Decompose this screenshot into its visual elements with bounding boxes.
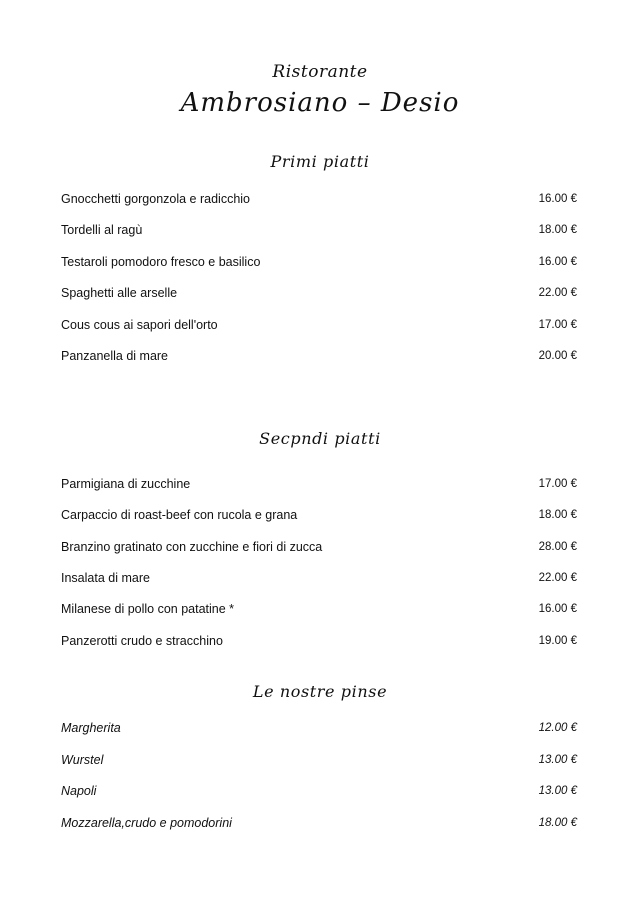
- menu-item: [61, 719, 577, 737]
- menu-item-name: Panzerotti crudo e stracchino: [61, 634, 223, 648]
- menu-item: [61, 506, 577, 524]
- menu-item-name: Insalata di mare: [61, 571, 150, 585]
- section-title-secondi: Secpndi piatti: [259, 429, 381, 448]
- menu-item-price: 16.00 €: [538, 603, 577, 615]
- menu-item: [61, 569, 577, 587]
- menu-item-price: 19.00 €: [538, 635, 577, 647]
- menu-item-name: Testaroli pomodoro fresco e basilico: [61, 255, 261, 269]
- section-title-pinse: Le nostre pinse: [252, 682, 388, 701]
- menu-item-name: Mozzarella,crudo e pomodorini: [61, 816, 232, 830]
- menu-item-name: Margherita: [61, 721, 121, 735]
- restaurant-subtitle: Ristorante: [272, 62, 368, 82]
- restaurant-title: Ambrosiano – Desio: [180, 88, 460, 118]
- menu-item-price: 17.00 €: [538, 478, 577, 490]
- menu-item: [61, 814, 577, 832]
- menu-item-name: Spaghetti alle arselle: [61, 286, 178, 300]
- menu-item: [61, 600, 577, 618]
- menu-item: [61, 538, 577, 556]
- menu-item-price: 18.00 €: [538, 817, 577, 829]
- menu-item-price: 16.00 €: [538, 256, 577, 268]
- menu-item: [61, 782, 577, 800]
- menu-item: [61, 347, 577, 365]
- section-title-primi: Primi piatti: [270, 152, 370, 171]
- menu-item-name: Branzino gratinato con zucchine e fiori di zucca: [61, 540, 323, 554]
- menu-item: [61, 253, 577, 271]
- menu-item-price: 13.00 €: [538, 785, 577, 797]
- menu-item-price: 12.00 €: [538, 722, 577, 734]
- menu-item-name: Parmigiana di zucchine: [61, 477, 191, 491]
- menu-item-price: 28.00 €: [538, 541, 577, 553]
- menu-item: [61, 632, 577, 650]
- menu-item-name: Panzanella di mare: [61, 349, 169, 363]
- menu-item-price: 22.00 €: [538, 287, 577, 299]
- menu-item-price: 18.00 €: [538, 509, 577, 521]
- menu-item-name: Napoli: [61, 784, 97, 798]
- menu-item-name: Tordelli al ragù: [61, 223, 143, 237]
- menu-item: [61, 221, 577, 239]
- menu-item-price: 16.00 €: [538, 193, 577, 205]
- menu-item: [61, 751, 577, 769]
- menu-item-name: Gnocchetti gorgonzola e radicchio: [61, 192, 251, 206]
- menu-item-name: Cous cous ai sapori dell'orto: [61, 318, 218, 332]
- menu-item-price: 18.00 €: [538, 224, 577, 236]
- menu-item-name: Carpaccio di roast-beef con rucola e grana: [61, 508, 298, 522]
- menu-item-price: 17.00 €: [538, 319, 577, 331]
- menu-item: [61, 284, 577, 302]
- menu-item: [61, 475, 577, 493]
- menu-item-price: 20.00 €: [538, 350, 577, 362]
- menu-item-name: Milanese di pollo con patatine *: [61, 602, 235, 616]
- menu-item: [61, 316, 577, 334]
- menu-item-price: 22.00 €: [538, 572, 577, 584]
- menu-item: [61, 190, 577, 208]
- menu-item-price: 13.00 €: [538, 754, 577, 766]
- menu-item-name: Wurstel: [61, 753, 104, 767]
